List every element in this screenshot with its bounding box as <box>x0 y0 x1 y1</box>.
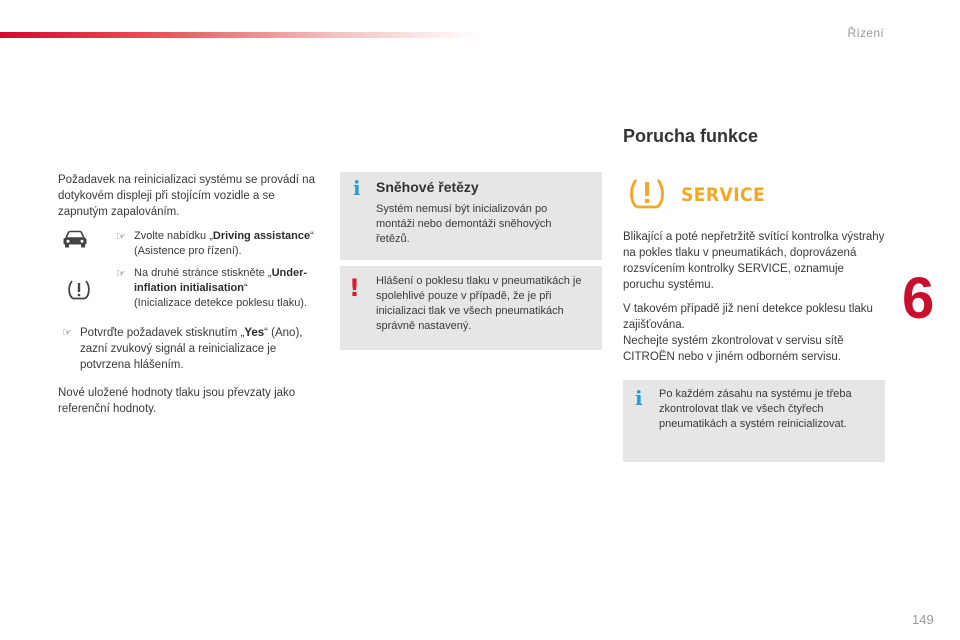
header-accent-bar <box>0 32 480 38</box>
outro-paragraph: Nové uložené hodnoty tlaku jsou převzaty jako referenční hodnoty. <box>58 387 296 415</box>
snow-chains-text: Systém nemusí být inicializován po montáži nebo demontáži sněhových řetězů. <box>376 203 552 245</box>
section-title: Řízení <box>847 26 884 40</box>
reinitialise-info-text: Po každém zásahu na systému je třeba zkontrolovat tlak ve všech čtyřech pneumatikách a systém reinicializovat. <box>659 388 852 430</box>
warning-box <box>340 266 602 350</box>
warning-text: Hlášení o poklesu tlaku v pneumatikách je spolehlivé pouze v případě, že je při inicializaci tlak ve všech pneumatikách správně nastavený. <box>376 275 582 332</box>
bullet-marker: ☞ <box>116 231 126 243</box>
bullet-marker: ☞ <box>116 268 126 280</box>
step2-text: Na druhé stránce stiskněte „Under-inflation initialisation“ (Inicializace detekce poklesu tlaku). <box>134 267 308 309</box>
step3-text: Potvrďte požadavek stisknutím „Yes“ (Ano), zazní zvukový signál a reinicializace je potvrzena hlášením. <box>80 327 303 371</box>
snow-chains-title: Sněhové řetězy <box>376 179 479 195</box>
info-icon: i <box>635 386 643 410</box>
snow-chains-box <box>340 172 602 260</box>
section-heading: Porucha funkce <box>623 126 759 146</box>
page-number: 149 <box>912 612 934 627</box>
tire-warning-indicator-icon <box>627 176 667 217</box>
tire-warning-icon <box>66 278 92 307</box>
step1-text: Zvolte nabídku „Driving assistance“ (Asistence pro řízení). <box>134 230 314 257</box>
fault-paragraph-2: V takovém případě již není detekce poklesu tlaku zajišťována. Nechejte systém zkontrolovat v servisu sítě CITROËN nebo v jiném odborném servisu. <box>623 303 873 363</box>
fault-paragraph-1: Blikající a poté nepřetržitě svítící kontrolka výstrahy na pokles tlaku v pneumatikách, doprovázená rozsvícením kontrolky SERVICE, oznamuje poruchu systému. <box>623 231 885 291</box>
exclamation-icon: ! <box>349 274 360 302</box>
car-icon <box>62 229 88 254</box>
service-indicator-label: SERVICE <box>681 184 766 206</box>
chapter-number: 6 <box>902 266 935 331</box>
info-icon: i <box>353 176 361 200</box>
intro-paragraph: Požadavek na reinicializaci systému se provádí na dotykovém displeji při stojícím vozidle a se zapnutým zapalováním. <box>58 174 315 218</box>
bullet-marker: ☞ <box>62 327 72 339</box>
reinitialise-info-box <box>623 380 885 462</box>
